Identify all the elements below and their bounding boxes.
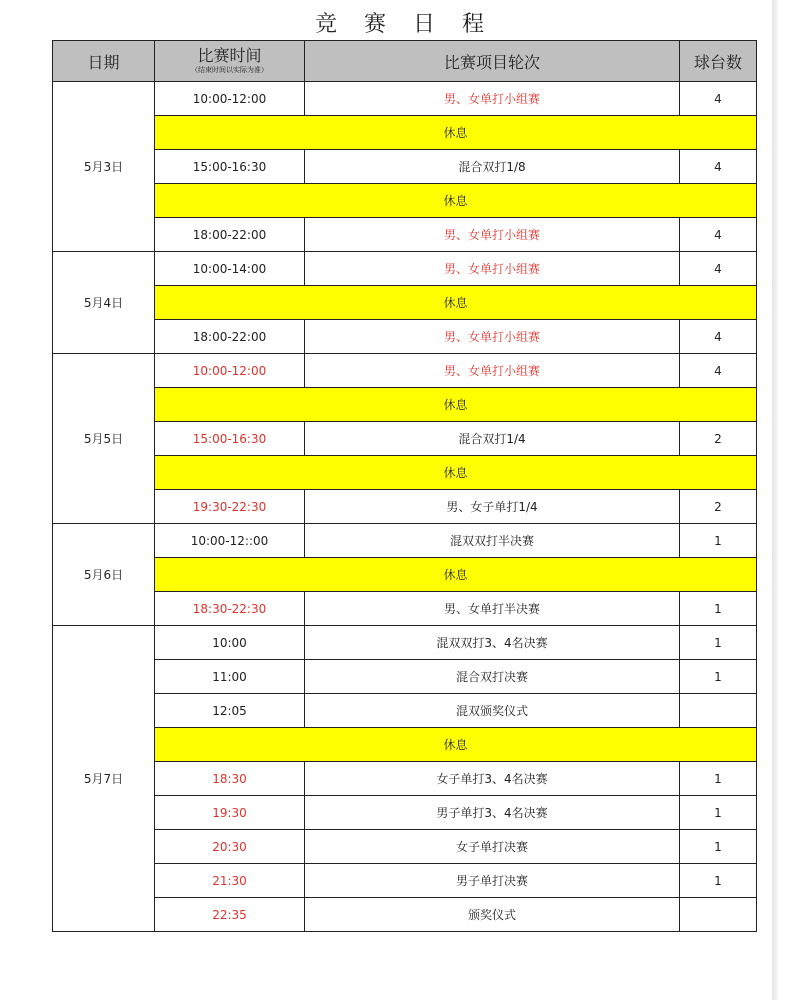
tables-cell: 4 (680, 150, 757, 184)
time-cell: 15:00-16:30 (155, 150, 305, 184)
rest-row (53, 184, 757, 218)
rest-cell: 休息 (155, 728, 757, 762)
table-row (53, 694, 757, 728)
rest-cell: 休息 (155, 558, 757, 592)
table-row (53, 796, 757, 830)
header-tables: 球台数 (680, 41, 757, 82)
rest-row (53, 286, 757, 320)
event-cell: 混合双打1/8 (305, 150, 680, 184)
tables-cell (680, 898, 757, 932)
date-cell: 5月7日 (53, 626, 155, 932)
rest-row (53, 456, 757, 490)
table-row (53, 320, 757, 354)
tables-cell: 4 (680, 82, 757, 116)
table-row (53, 660, 757, 694)
rest-cell: 休息 (155, 286, 757, 320)
event-cell: 混合双打决赛 (305, 660, 680, 694)
event-cell: 男子单打决赛 (305, 864, 680, 898)
tables-cell: 4 (680, 218, 757, 252)
time-cell: 10:00 (155, 626, 305, 660)
time-cell: 11:00 (155, 660, 305, 694)
time-cell: 10:00-14:00 (155, 252, 305, 286)
event-cell: 男、女单打小组赛 (305, 218, 680, 252)
table-row (53, 626, 757, 660)
event-cell: 男、女子单打1/4 (305, 490, 680, 524)
event-cell: 男、女单打小组赛 (305, 320, 680, 354)
rest-row (53, 388, 757, 422)
tables-cell: 1 (680, 524, 757, 558)
table-row (53, 150, 757, 184)
date-cell: 5月6日 (53, 524, 155, 626)
event-cell: 男子单打3、4名决赛 (305, 796, 680, 830)
time-cell: 12:05 (155, 694, 305, 728)
rest-cell: 休息 (155, 116, 757, 150)
event-cell: 女子单打3、4名决赛 (305, 762, 680, 796)
rest-cell: 休息 (155, 456, 757, 490)
tables-cell: 1 (680, 830, 757, 864)
schedule-body (53, 82, 757, 932)
table-row (53, 354, 757, 388)
tables-cell: 1 (680, 762, 757, 796)
event-cell: 混双颁奖仪式 (305, 694, 680, 728)
header-date: 日期 (53, 41, 155, 82)
tables-cell: 2 (680, 490, 757, 524)
header-row (53, 41, 757, 82)
header-event: 比赛项目轮次 (305, 41, 680, 82)
tables-cell: 4 (680, 320, 757, 354)
time-cell: 18:00-22:00 (155, 320, 305, 354)
header-time-label: 比赛时间 (197, 46, 262, 65)
rest-row (53, 728, 757, 762)
event-cell: 混双双打3、4名决赛 (305, 626, 680, 660)
event-cell: 男、女单打小组赛 (305, 252, 680, 286)
event-cell: 男、女单打小组赛 (305, 82, 680, 116)
tables-cell: 4 (680, 252, 757, 286)
date-cell: 5月5日 (53, 354, 155, 524)
table-row (53, 830, 757, 864)
table-row (53, 252, 757, 286)
table-row (53, 524, 757, 558)
header-time (155, 41, 305, 82)
event-cell: 女子单打决赛 (305, 830, 680, 864)
time-cell: 15:00-16:30 (155, 422, 305, 456)
tables-cell: 1 (680, 796, 757, 830)
time-cell: 19:30-22:30 (155, 490, 305, 524)
rest-cell: 休息 (155, 184, 757, 218)
table-row (53, 490, 757, 524)
rest-row (53, 116, 757, 150)
tables-cell: 1 (680, 660, 757, 694)
event-cell: 颁奖仪式 (305, 898, 680, 932)
time-cell: 10:00-12::00 (155, 524, 305, 558)
tables-cell (680, 694, 757, 728)
tables-cell: 1 (680, 626, 757, 660)
event-cell: 男、女单打半决赛 (305, 592, 680, 626)
event-cell: 混双双打半决赛 (305, 524, 680, 558)
time-cell: 10:00-12:00 (155, 354, 305, 388)
time-cell: 10:00-12:00 (155, 82, 305, 116)
tables-cell: 2 (680, 422, 757, 456)
tables-cell: 1 (680, 592, 757, 626)
rest-cell: 休息 (155, 388, 757, 422)
tables-cell: 4 (680, 354, 757, 388)
header-time-note: （结束时间以实际为准） (191, 66, 268, 74)
table-row (53, 82, 757, 116)
time-cell: 21:30 (155, 864, 305, 898)
event-cell: 男、女单打小组赛 (305, 354, 680, 388)
table-row (53, 592, 757, 626)
time-cell: 19:30 (155, 796, 305, 830)
tables-cell: 1 (680, 864, 757, 898)
time-cell: 18:30-22:30 (155, 592, 305, 626)
date-cell: 5月4日 (53, 252, 155, 354)
table-row (53, 218, 757, 252)
schedule-table (52, 40, 757, 932)
table-row (53, 898, 757, 932)
time-cell: 18:30 (155, 762, 305, 796)
event-cell: 混合双打1/4 (305, 422, 680, 456)
time-cell: 18:00-22:00 (155, 218, 305, 252)
page-title: 竞 赛 日 程 (315, 12, 494, 37)
rest-row (53, 558, 757, 592)
date-cell: 5月3日 (53, 82, 155, 252)
table-row (53, 762, 757, 796)
table-row (53, 864, 757, 898)
table-row (53, 422, 757, 456)
time-cell: 22:35 (155, 898, 305, 932)
page-edge-shadow (772, 0, 778, 1000)
time-cell: 20:30 (155, 830, 305, 864)
